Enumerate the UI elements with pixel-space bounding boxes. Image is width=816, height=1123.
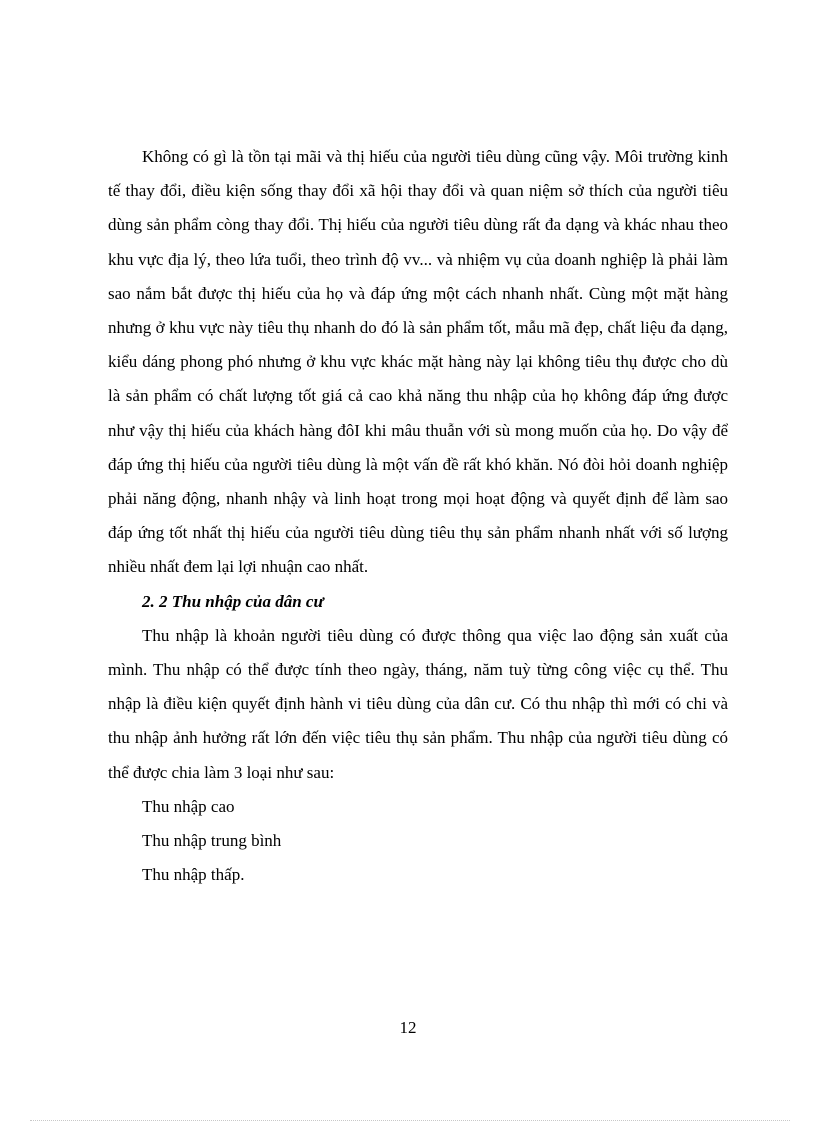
page-number: 12 [399, 1018, 417, 1037]
list-item-income-high: Thu nhập cao [142, 796, 235, 816]
section-heading: 2. 2 Thu nhập của dân cư [142, 591, 324, 611]
list-item-income-low: Thu nhập thấp. [142, 865, 245, 885]
page-bottom-divider [30, 1120, 790, 1121]
body-paragraph-1: Không có gì là tồn tại mãi và thị hiếu của người tiêu dùng cũng vậy. Môi trường kinh tế thay đổi, điều kiện sống thay đổi xã hội thay đổi và quan niệm sở thích của người tiêu dùng sản phẩm còng thay đổi. Thị hiếu của người tiêu dùng rất đa dạng và khác nhau theo khu vực địa lý, theo lứa tuổi, theo trình độ vv... và nhiệm vụ của doanh nghiệp là phải làm sao nắm bắt được thị hiếu của họ và đáp ứng một cách nhanh nhất. Cùng một mặt hàng nhưng ở khu vực này tiêu thụ nhanh do đó là sản phẩm tốt, mẫu mã đẹp, chất liệu đa dạng, kiểu dáng phong phó nhưng ở khu vực khác mặt hàng này lại không tiêu thụ được cho dù là sản phẩm có chất lượng tốt giá cả cao khả năng thu nhập của họ không đáp ứng được như vậy thị hiếu của khách hàng đôI khi mâu thuẫn với sù mong muốn của họ. Do vậy để đáp ứng thị hiếu của người tiêu dùng là một vấn đề rất khó khăn. Nó đòi hỏi doanh nghiệp phải năng động, nhanh nhậy và linh hoạt trong mọi hoạt động và quyết định để làm sao đáp ứng tốt nhất thị hiếu của người tiêu dùng tiêu thụ sản phẩm nhanh nhất với số lượng nhiều nhất đem lại lợi nhuận cao nhất. [108, 147, 728, 577]
list-item-income-medium: Thu nhập trung bình [142, 831, 282, 851]
body-paragraph-2: Thu nhập là khoản người tiêu dùng có được thông qua việc lao động sản xuất của mình. Thu nhập có thể được tính theo ngày, tháng, năm tuỳ từng công việc cụ thể. Thu nhập là điều kiện quyết định hành vi tiêu dùng của dân cư. Có thu nhập thì mới có chi và thu nhập ảnh hưởng rất lớn đến việc tiêu thụ sản phẩm. Thu nhập của người tiêu dùng có thể được chia làm 3 loại như sau: [108, 625, 728, 782]
page-body [108, 140, 728, 892]
